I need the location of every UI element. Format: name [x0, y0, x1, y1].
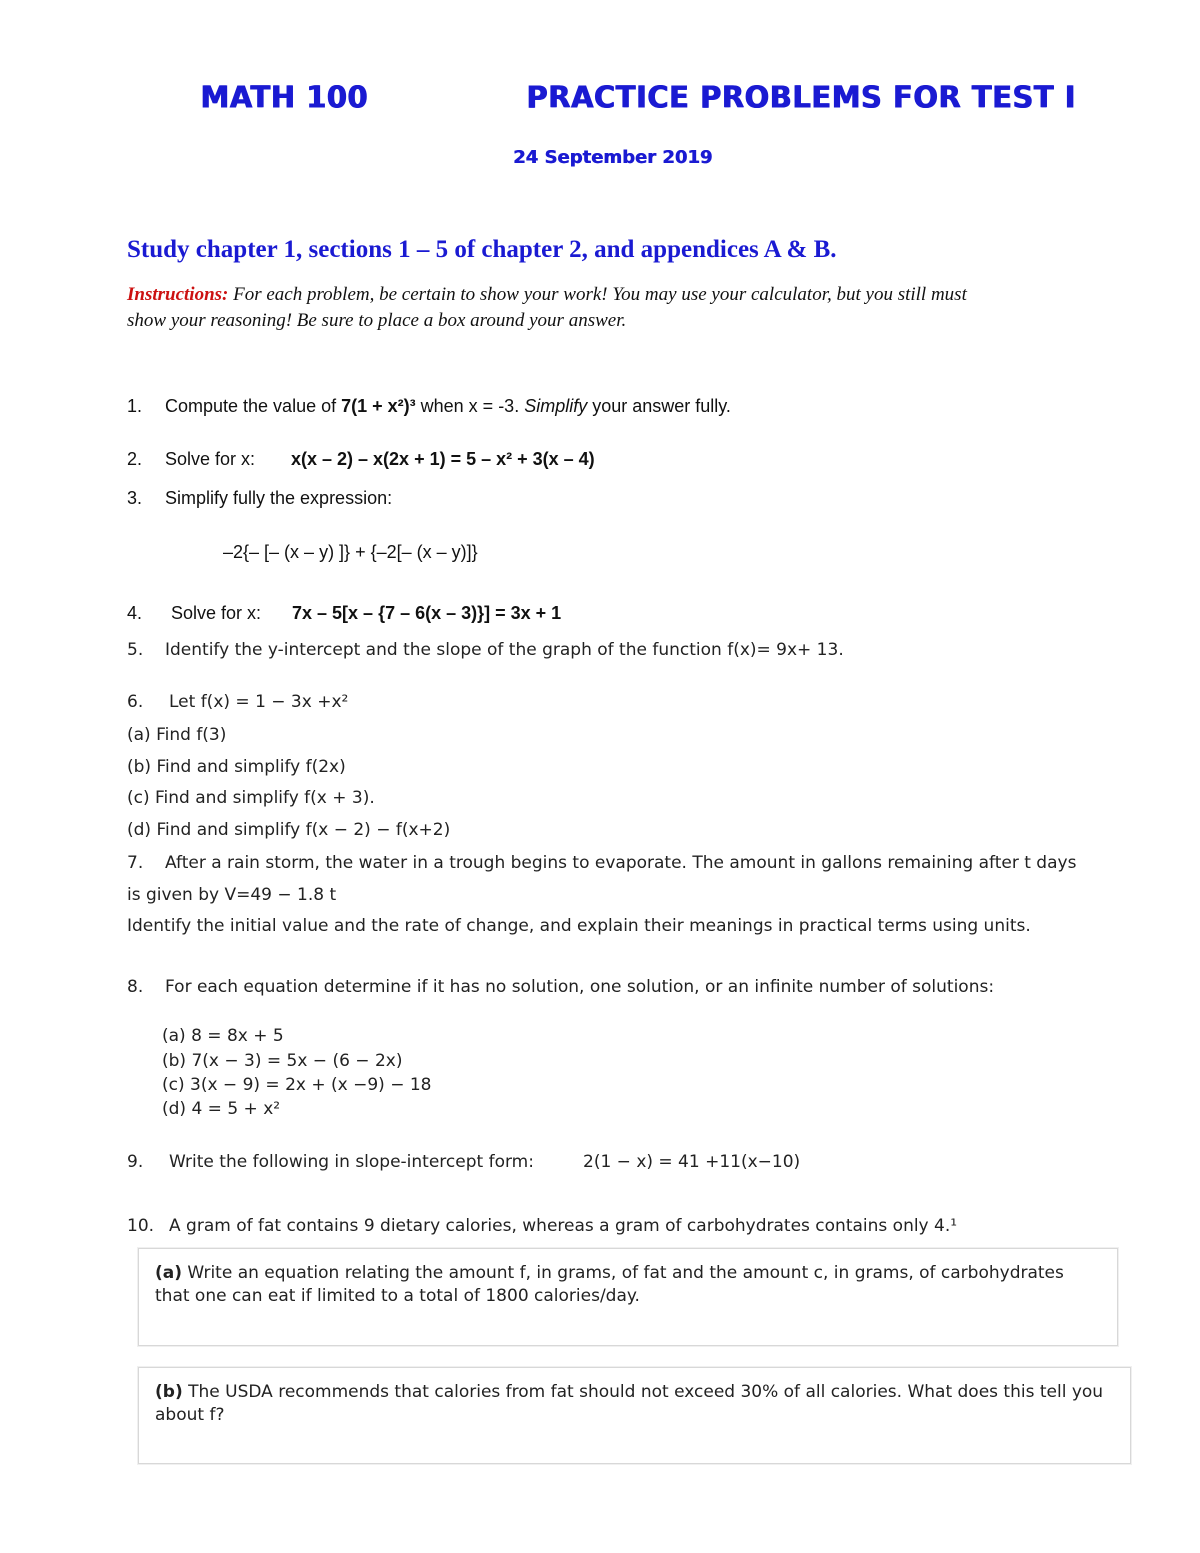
problem-6-part-d: (d) Find and simplify f(x − 2) − f(x+2) — [127, 820, 451, 840]
problem-6-part-a: (a) Find f(3) — [127, 725, 227, 745]
problem-8 — [127, 977, 994, 997]
problem-7-line-2: is given by V=49 − 1.8 t — [127, 885, 337, 905]
answer-box-b — [138, 1367, 1131, 1464]
problem-8-part-d: (d) 4 = 5 + x² — [162, 1099, 281, 1119]
problem-3 — [127, 488, 392, 509]
problem-1 — [127, 396, 731, 417]
problem-6 — [127, 692, 348, 712]
problem-number: 10. — [127, 1216, 155, 1236]
instructions-line-2: show your reasoning! Be sure to place a box around your answer. — [127, 310, 627, 331]
problem-text: A gram of fat contains 9 dietary calories, whereas a gram of carbohydrates contains only 4.¹ — [169, 1216, 958, 1236]
problem-expression: 7x – 5[x – {7 – 6(x – 3)}] = 3x + 1 — [292, 603, 562, 623]
instructions-label: Instructions: — [127, 284, 229, 305]
page-title: PRACTICE PROBLEMS FOR TEST I — [526, 79, 1076, 115]
problem-text: Solve for x: — [171, 603, 262, 623]
instructions-text-1: For each problem, be certain to show your work! You may use your calculator, but you still must — [233, 284, 967, 305]
problem-text: Write the following in slope-intercept form: — [169, 1152, 534, 1172]
instructions-line-1 — [127, 282, 967, 308]
study-line: Study chapter 1, sections 1 – 5 of chapter 2, and appendices A & B. — [127, 236, 837, 263]
problem-5 — [127, 640, 844, 660]
problem-number: 6. — [127, 692, 144, 712]
problem-expression: x(x – 2) – x(2x + 1) = 5 – x² + 3(x – 4) — [291, 449, 595, 469]
answer-box-a — [138, 1248, 1118, 1346]
problem-emphasis: Simplify — [524, 396, 588, 416]
problem-7 — [127, 853, 1076, 873]
box-label: (a) — [155, 1263, 183, 1283]
problem-8-part-a: (a) 8 = 8x + 5 — [162, 1026, 284, 1046]
date-line: 24 September 2019 — [513, 147, 713, 168]
problem-number: 4. — [127, 603, 143, 623]
problem-expression: 2(1 − x) = 41 +11(x−10) — [583, 1152, 801, 1172]
problem-7-line-3: Identify the initial value and the rate of change, and explain their meanings in practical terms using units. — [127, 916, 1031, 936]
problem-expression: 7(1 + x²)³ — [341, 396, 416, 416]
problem-text: After a rain storm, the water in a trough begins to evaporate. The amount in gallons remaining after t days — [165, 853, 1077, 873]
problem-10 — [127, 1216, 957, 1236]
problem-9 — [127, 1152, 800, 1172]
problem-text: Identify the y-intercept and the slope of the graph of the function f(x)= 9x+ 13. — [165, 640, 844, 660]
problem-text: Let f(x) = 1 − 3x +x² — [169, 692, 349, 712]
problem-text: your answer fully. — [587, 396, 731, 416]
problem-number: 8. — [127, 977, 144, 997]
problem-6-part-b: (b) Find and simplify f(2x) — [127, 757, 346, 777]
box-text: The USDA recommends that calories from fat should not exceed 30% of all calories. What does this tell you about f? — [155, 1382, 1104, 1425]
problem-number: 1. — [127, 396, 143, 416]
problem-6-part-c: (c) Find and simplify f(x + 3). — [127, 788, 375, 808]
problem-number: 5. — [127, 640, 144, 660]
problem-3-expression: –2{– [– (x – y) ]} + {–2[– (x – y)]} — [223, 542, 478, 562]
problem-text: Compute the value of — [165, 396, 342, 416]
problem-text: when x = -3. — [415, 396, 525, 416]
problem-2 — [127, 449, 595, 470]
box-text: Write an equation relating the amount f, in grams, of fat and the amount c, in grams, of carbohydrates that one can eat if limited to a total of 1800 calories/day. — [155, 1263, 1064, 1306]
problem-number: 7. — [127, 853, 144, 873]
problem-number: 9. — [127, 1152, 144, 1172]
problem-text: Solve for x: — [165, 449, 256, 469]
problem-number: 3. — [127, 488, 143, 508]
problem-number: 2. — [127, 449, 143, 469]
course-title: MATH 100 — [200, 79, 368, 115]
problem-text: Simplify fully the expression: — [165, 488, 393, 508]
problem-text: For each equation determine if it has no solution, one solution, or an infinite number of solutions: — [165, 977, 995, 997]
problem-8-part-c: (c) 3(x − 9) = 2x + (x −9) − 18 — [162, 1075, 432, 1095]
problem-4 — [127, 603, 561, 624]
box-label: (b) — [155, 1382, 183, 1402]
problem-8-part-b: (b) 7(x − 3) = 5x − (6 − 2x) — [162, 1051, 403, 1071]
